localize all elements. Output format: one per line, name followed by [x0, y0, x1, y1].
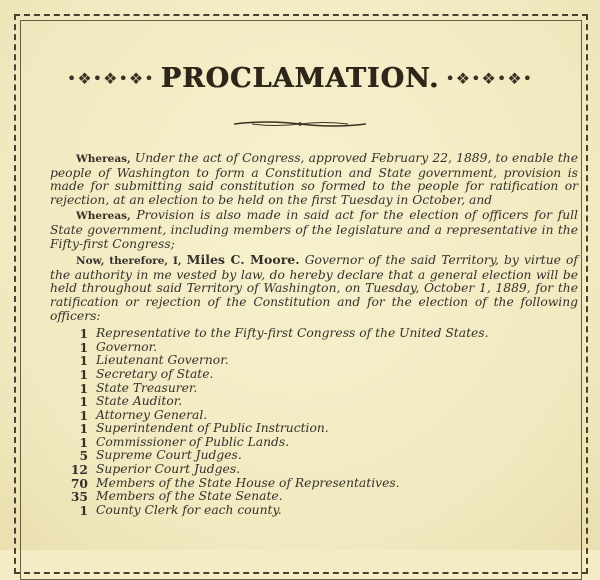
- officer-list-item: [50, 354, 578, 368]
- officer-office: Lieutenant Governor.: [96, 353, 229, 368]
- flourish-left-icon: •❖•❖•❖•: [66, 68, 155, 88]
- officer-office: Members of the State Senate.: [96, 489, 283, 504]
- officer-list-item: [50, 382, 578, 396]
- officer-list-item: [50, 395, 578, 409]
- officer-list-item: [50, 449, 578, 463]
- officer-list-item: [50, 368, 578, 382]
- officer-list-item: [50, 436, 578, 450]
- officer-office: State Auditor.: [96, 394, 183, 409]
- officer-count: 1: [79, 502, 88, 518]
- officer-office: Members of the State House of Representatives.: [96, 475, 400, 490]
- officer-office: Representative to the Fifty-first Congress of the United States.: [96, 326, 489, 341]
- officer-count: 1: [79, 366, 88, 382]
- officer-count: 1: [79, 434, 88, 450]
- officers-list: [50, 327, 578, 517]
- ornamental-rule-icon: [232, 120, 368, 128]
- flourish-right-icon: •❖•❖•❖•: [445, 68, 534, 88]
- officer-count: 5: [79, 448, 88, 464]
- officer-count: 1: [79, 407, 88, 423]
- officer-office: Commissioner of Public Lands.: [96, 434, 290, 449]
- officer-count: 35: [70, 489, 88, 505]
- officer-office: Superior Court Judges.: [96, 462, 241, 477]
- paragraph-lead: Whereas,: [76, 210, 131, 223]
- officer-office: Secretary of State.: [96, 366, 214, 381]
- paragraph-text: Provision is also made in said act for the election of officers for full State government, including members of the legislature and a representative in the Fifty-first Congress;: [50, 208, 578, 251]
- officer-list-item: [50, 422, 578, 436]
- paragraph-3: [50, 253, 578, 323]
- paragraph-text: Governor of the said Territory, by virtue of the authority in me vested by law, do hereby declare that a general election will be held throughout said Territory of Washington, on Tuesday, October 1, 1889, for the ratification or rejection of the Constitution and for the election of the following officers:: [50, 253, 578, 323]
- officer-office: Superintendent of Public Instruction.: [96, 421, 329, 436]
- officer-office: Attorney General.: [96, 407, 208, 422]
- paragraph-lead: Whereas,: [76, 153, 131, 165]
- officer-list-item: [50, 463, 578, 477]
- officer-count: 12: [70, 462, 88, 478]
- officer-list-item: [50, 327, 578, 341]
- governor-name: Miles C. Moore.: [186, 252, 300, 268]
- officer-list-item: [50, 409, 578, 423]
- officer-office: Governor.: [96, 339, 158, 354]
- officer-count: 1: [79, 326, 88, 342]
- paragraph-text: Under the act of Congress, approved February 22, 1889, to enable the people of Washington to form a Constitution and State government, provision is made for submitting said constitution so formed to the people for ratification or rejection, at an election to be held on the first Tuesday in October, and: [50, 151, 578, 207]
- officer-count: 70: [70, 475, 88, 491]
- officer-list-item: [50, 477, 578, 491]
- officer-list-item: [50, 504, 578, 518]
- officer-count: 1: [79, 394, 88, 410]
- officer-office: State Treasurer.: [96, 380, 198, 395]
- paragraph-1: [50, 152, 578, 207]
- officer-count: 1: [79, 339, 88, 355]
- officer-list-item: [50, 490, 578, 504]
- officer-count: 1: [79, 380, 88, 396]
- officer-count: 1: [79, 353, 88, 369]
- officer-list-item: [50, 341, 578, 355]
- paragraph-lead: Now, therefore, I,: [76, 255, 182, 268]
- proclamation-body: [50, 152, 578, 517]
- title-row: [0, 58, 600, 98]
- officer-count: 1: [79, 421, 88, 437]
- officer-office: Supreme Court Judges.: [96, 448, 242, 463]
- document-title: PROCLAMATION.: [160, 62, 440, 94]
- officer-office: County Clerk for each county.: [96, 502, 282, 517]
- paragraph-2: [50, 209, 578, 251]
